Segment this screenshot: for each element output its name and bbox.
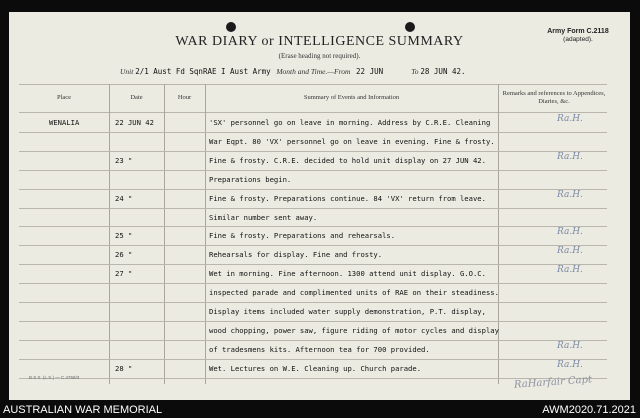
- entry-summary: War Eqpt. 80 'VX' personnel go on leave in evening. Fine & frosty.: [209, 136, 495, 146]
- footer-accession: AWM2020.71.2021: [542, 404, 636, 416]
- entry-summary: 'SX' personnel go on leave in morning. Address by C.R.E. Cleaning: [209, 118, 491, 127]
- row-rule: [19, 245, 607, 246]
- unit-label: Unit: [120, 67, 134, 76]
- row-rule: [19, 189, 607, 190]
- entry-date: 22 JUN 42: [115, 118, 154, 127]
- entry-summary: wood chopping, power saw, figure riding of motor cycles and display: [209, 325, 499, 335]
- entry-summary: of tradesmens kits. Afternoon tea for 700 provided.: [209, 344, 430, 354]
- row-rule: [19, 359, 607, 360]
- column-header-remarks: Remarks and references to Appendices, Diaries, &c.: [502, 90, 606, 105]
- entry-date: 27 ": [115, 269, 133, 279]
- punch-hole: [226, 22, 236, 32]
- from-date: 22 JUN: [356, 67, 384, 76]
- form-note: (adapted).: [563, 36, 593, 43]
- entry-remark-initials: Ra.H.: [557, 227, 583, 238]
- entry-summary: Wet in morning. Fine afternoon. 1300 attend unit display. G.O.C.: [209, 269, 486, 279]
- unit-value: 2/1 Aust Fd SqnRAE I Aust Army: [135, 67, 271, 76]
- row-rule: [19, 208, 607, 209]
- printer-mark: B.S.S. (L.S.) — C.4758/3: [29, 375, 80, 380]
- column-header-place: Place: [56, 94, 72, 101]
- entry-summary: Fine & frosty. Preparations and rehearsals.: [209, 231, 396, 241]
- entry-remark-initials: Ra.H.: [557, 151, 583, 162]
- war-diary-page: [9, 12, 630, 400]
- month-label: Month and Time.—From: [276, 67, 351, 76]
- row-rule: [19, 151, 607, 152]
- column-header-date: Date: [130, 94, 143, 101]
- row-rule: [19, 226, 607, 227]
- entry-summary: Fine & frosty. C.R.E. decided to hold unit display on 27 JUN 42.: [209, 155, 486, 165]
- entry-date: 24 ": [115, 193, 133, 203]
- row-rule: [19, 132, 607, 133]
- unit-line: [120, 67, 466, 76]
- punch-hole: [405, 22, 415, 32]
- to-date: 28 JUN 42.: [420, 67, 466, 76]
- column-header-hour: Hour: [177, 94, 192, 101]
- page-subtitle: (Erase heading not required).: [278, 52, 361, 60]
- row-rule: [19, 170, 607, 171]
- entry-remark-initials: Ra.H.: [557, 114, 583, 124]
- entry-remark-initials: Ra.H.: [557, 359, 583, 370]
- table-header-rule: [19, 112, 607, 113]
- row-rule: [19, 283, 607, 284]
- form-reference: [538, 28, 618, 44]
- entry-remark-initials: Ra.H.: [557, 246, 583, 257]
- entry-date: 26 ": [115, 250, 133, 260]
- row-rule: [19, 302, 607, 303]
- column-header-summary: Summary of Events and Information: [303, 94, 400, 101]
- footer-credit: AUSTRALIAN WAR MEMORIAL: [3, 404, 163, 416]
- entry-date: 28 ": [115, 363, 133, 373]
- page-title: WAR DIARY or INTELLIGENCE SUMMARY: [175, 34, 464, 49]
- entry-summary: Rehearsals for display. Fine and frosty.: [209, 250, 383, 260]
- row-rule: [19, 264, 607, 265]
- signature: RaHarfair Capt: [513, 374, 593, 391]
- entry-remark-initials: Ra.H.: [557, 265, 583, 276]
- row-rule: [19, 321, 607, 322]
- entry-remark-initials: Ra.H.: [557, 340, 583, 351]
- entry-summary: Similar number sent away.: [209, 212, 318, 222]
- row-rule: [19, 340, 607, 341]
- entry-date: 25 ": [115, 231, 133, 241]
- form-name: Army Form C.2118: [547, 28, 609, 35]
- entry-remark-initials: Ra.H.: [557, 189, 583, 200]
- entry-summary: Wet. Lectures on W.E. Cleaning up. Church parade.: [209, 363, 422, 373]
- entry-summary: Fine & frosty. Preparations continue. 84 'VX' return from leave.: [209, 193, 486, 203]
- entry-date: 23 ": [115, 155, 133, 165]
- entry-summary: Display items included water supply demonstration, P.T. display,: [209, 307, 486, 316]
- to-label: To: [411, 67, 419, 76]
- entry-summary: inspected parade and complimented units of RAE on their steadiness.: [209, 288, 499, 298]
- entry-place: WENALIA: [49, 118, 80, 127]
- entry-summary: Preparations begin.: [209, 174, 292, 184]
